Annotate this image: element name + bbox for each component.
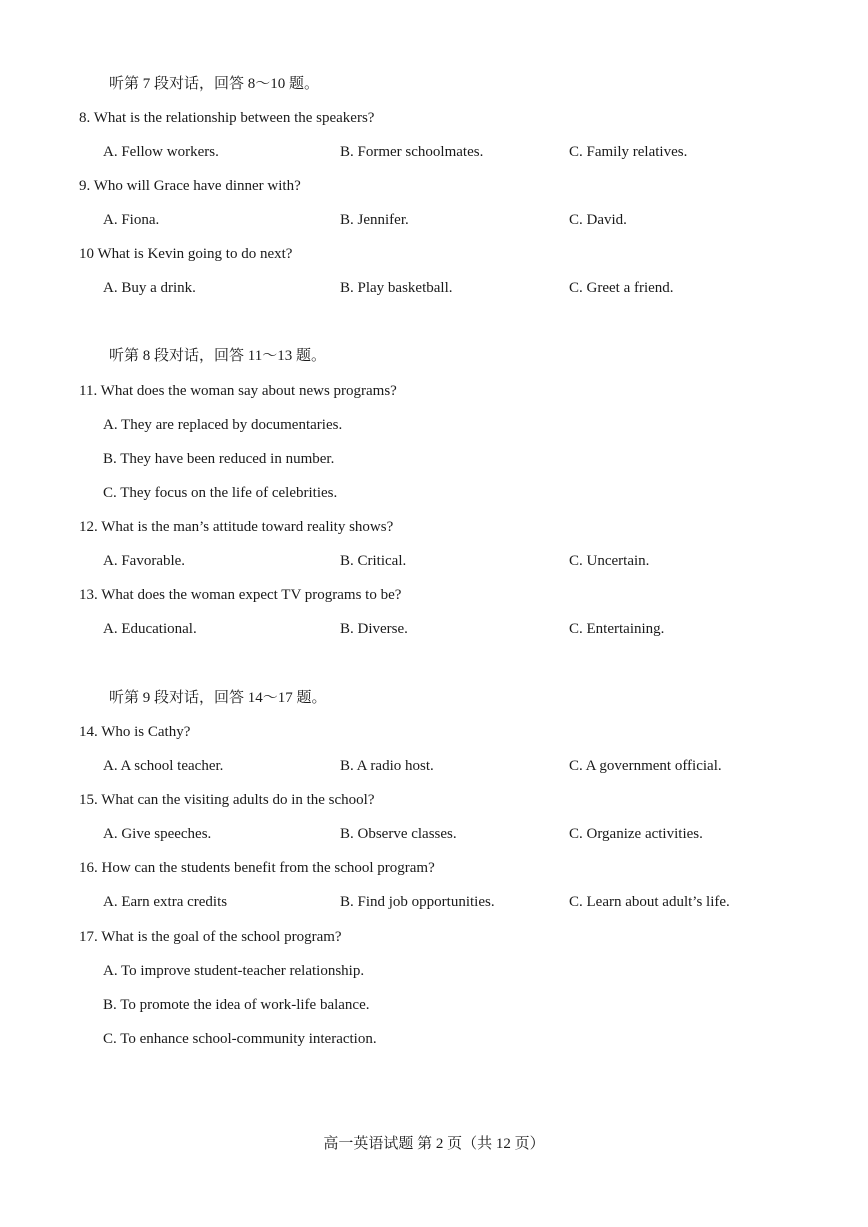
option-8c: C. Family relatives. bbox=[569, 144, 688, 160]
option-11a: A. They are replaced by documentaries. bbox=[103, 417, 343, 433]
question-11: 11. What does the woman say about news programs? bbox=[79, 383, 397, 399]
option-16b: B. Find job opportunities. bbox=[340, 894, 495, 910]
option-16a: A. Earn extra credits bbox=[103, 894, 228, 910]
section-heading: 听第 9 段对话，回答 14～17 题。 bbox=[109, 690, 327, 706]
question-14: 14. Who is Cathy? bbox=[79, 724, 191, 740]
option-12c: C. Uncertain. bbox=[569, 553, 650, 569]
option-13c: C. Entertaining. bbox=[569, 621, 665, 637]
option-15c: C. Organize activities. bbox=[569, 826, 703, 842]
option-15a: A. Give speeches. bbox=[103, 826, 212, 842]
section-heading: 听第 7 段对话，回答 8～10 题。 bbox=[109, 76, 320, 92]
option-12b: B. Critical. bbox=[340, 553, 407, 569]
page-footer: 高一英语试题 第 2 页（共 12 页） bbox=[323, 1136, 545, 1152]
option-16c: C. Learn about adult’s life. bbox=[569, 894, 730, 910]
question-10: 10 What is Kevin going to do next? bbox=[79, 246, 293, 262]
option-10c: C. Greet a friend. bbox=[569, 280, 674, 296]
option-9b: B. Jennifer. bbox=[340, 212, 409, 228]
option-10a: A. Buy a drink. bbox=[103, 280, 196, 296]
option-14a: A. A school teacher. bbox=[103, 758, 224, 774]
option-17a: A. To improve student-teacher relationship. bbox=[103, 963, 365, 979]
option-14c: C. A government official. bbox=[569, 758, 722, 774]
option-9a: A. Fiona. bbox=[103, 212, 160, 228]
option-17c: C. To enhance school-community interaction. bbox=[103, 1031, 377, 1047]
option-15b: B. Observe classes. bbox=[340, 826, 457, 842]
option-12a: A. Favorable. bbox=[103, 553, 186, 569]
option-17b: B. To promote the idea of work-life balance. bbox=[103, 997, 370, 1013]
question-17: 17. What is the goal of the school program? bbox=[79, 929, 342, 945]
question-9: 9. Who will Grace have dinner with? bbox=[79, 178, 301, 194]
option-11c: C. They focus on the life of celebrities. bbox=[103, 485, 338, 501]
section-heading: 听第 8 段对话，回答 11～13 题。 bbox=[109, 348, 326, 364]
option-10b: B. Play basketball. bbox=[340, 280, 453, 296]
option-8b: B. Former schoolmates. bbox=[340, 144, 484, 160]
option-11b: B. They have been reduced in number. bbox=[103, 451, 335, 467]
option-9c: C. David. bbox=[569, 212, 627, 228]
question-8: 8. What is the relationship between the speakers? bbox=[79, 110, 375, 126]
question-12: 12. What is the man’s attitude toward reality shows? bbox=[79, 519, 394, 535]
question-16: 16. How can the students benefit from the school program? bbox=[79, 860, 435, 876]
option-8a: A. Fellow workers. bbox=[103, 144, 219, 160]
question-15: 15. What can the visiting adults do in the school? bbox=[79, 792, 375, 808]
option-13a: A. Educational. bbox=[103, 621, 197, 637]
option-14b: B. A radio host. bbox=[340, 758, 434, 774]
option-13b: B. Diverse. bbox=[340, 621, 408, 637]
question-13: 13. What does the woman expect TV programs to be? bbox=[79, 587, 402, 603]
